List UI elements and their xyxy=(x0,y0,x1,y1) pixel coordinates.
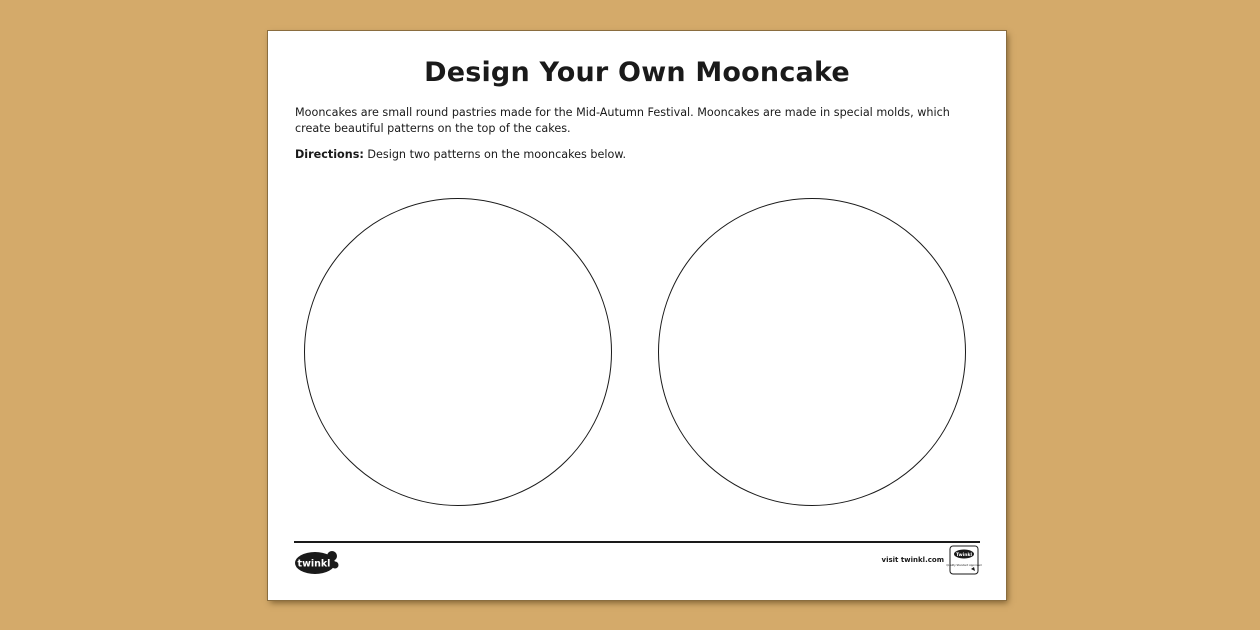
directions-label: Directions: xyxy=(295,148,364,161)
badge-bottom-text: Quality Standard Approved xyxy=(946,564,982,567)
directions-text: Design two patterns on the mooncakes below. xyxy=(363,148,627,161)
intro-paragraph: Mooncakes are small round pastries made for the Mid-Autumn Festival. Mooncakes are made in special molds, which create beautiful patterns on the top of the cakes. xyxy=(295,106,950,135)
visit-website-text: visit twinkl.com xyxy=(881,556,944,564)
mooncake-outline-right[interactable] xyxy=(658,198,966,506)
badge-top-text: Twinkl xyxy=(955,553,973,558)
footer-divider xyxy=(294,541,980,543)
quality-standard-badge-icon xyxy=(946,545,982,575)
directions-paragraph xyxy=(295,147,985,163)
worksheet-title: Design Your Own Mooncake xyxy=(424,57,850,88)
twinkl-logo xyxy=(294,549,340,575)
mooncake-outline-left[interactable] xyxy=(304,198,612,506)
twinkl-logo-icon xyxy=(294,549,340,575)
worksheet-page xyxy=(268,31,1006,600)
logo-text: twinkl xyxy=(297,558,331,570)
quality-standard-badge xyxy=(946,545,982,575)
